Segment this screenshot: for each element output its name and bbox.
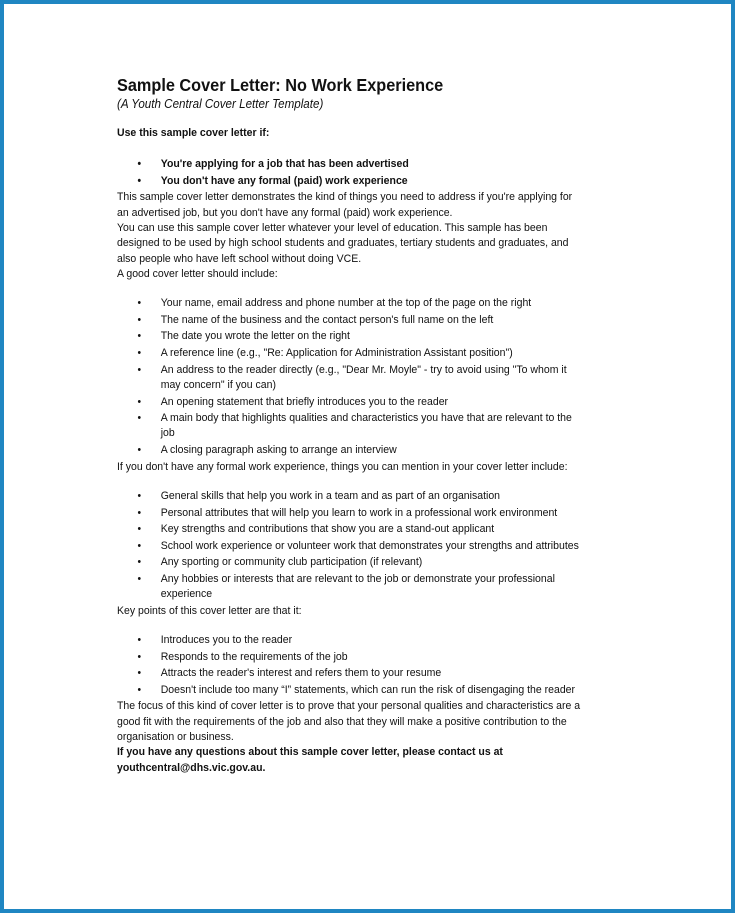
document-title: Sample Cover Letter: No Work Experience: [117, 75, 444, 95]
key-points-list: [117, 633, 587, 698]
paragraph-focus: The focus of this kind of cover letter is to prove that your personal qualities and characteristics are a good fit with the requirements of the job and also that they will make a positive contribution to the organisation or business.: [117, 700, 581, 744]
list-item-text: A main body that highlights qualities and characteristics you have that are relevant to the job: [160, 412, 572, 440]
list-item: [117, 443, 587, 458]
bullet-icon: •: [137, 174, 142, 187]
list-item: [117, 411, 587, 442]
list-item-text: A reference line (e.g., "Re: Application for Administration Assistant position"): [160, 347, 513, 360]
list-item-text: Personal attributes that will help you learn to work in a professional work environment: [160, 506, 558, 519]
bullet-icon: •: [137, 330, 142, 343]
bullet-icon: •: [137, 650, 142, 663]
list-item-text: Any sporting or community club participation (if relevant): [160, 556, 423, 569]
list-item: [117, 650, 587, 665]
list-item-text: The name of the business and the contact person's full name on the left: [160, 313, 494, 326]
use-if-heading: Use this sample cover letter if:: [117, 127, 270, 139]
bullet-icon: •: [137, 313, 142, 326]
list-item: [117, 313, 587, 328]
bullet-icon: •: [137, 523, 142, 536]
document-subtitle: (A Youth Central Cover Letter Template): [117, 97, 324, 111]
bullet-icon: •: [137, 489, 142, 502]
include-heading: A good cover letter should include:: [117, 267, 278, 280]
list-item-text: Key strengths and contributions that show you are a stand-out applicant: [160, 523, 495, 536]
list-item-text: A closing paragraph asking to arrange an interview: [160, 444, 397, 457]
bullet-icon: •: [137, 297, 142, 310]
list-item-text: Doesn't include too many “I” statements, which can run the risk of disengaging the reader: [160, 683, 576, 696]
key-points-heading: Key points of this cover letter are that it:: [117, 604, 302, 617]
list-item: [117, 555, 587, 570]
bullet-icon: •: [137, 347, 142, 360]
list-item: [117, 633, 587, 648]
list-item: [117, 539, 587, 554]
list-item: [117, 666, 587, 681]
list-item: [117, 174, 587, 189]
list-item: [117, 296, 587, 311]
bullet-icon: •: [137, 683, 142, 696]
list-item-text: Attracts the reader's interest and refers them to your resume: [160, 667, 442, 680]
document-body: [117, 74, 587, 776]
list-item-text: The date you wrote the letter on the right: [160, 330, 350, 343]
mention-list: [117, 489, 587, 603]
list-item: [117, 506, 587, 521]
bullet-icon: •: [137, 395, 142, 408]
list-item: [117, 572, 587, 603]
bullet-icon: •: [137, 539, 142, 552]
bullet-icon: •: [137, 444, 142, 457]
mention-heading: If you don't have any formal work experience, things you can mention in your cover letter include:: [117, 460, 568, 473]
bullet-icon: •: [137, 363, 142, 376]
list-item-text: General skills that help you work in a team and as part of an organisation: [160, 489, 501, 502]
list-item-text: An address to the reader directly (e.g., "Dear Mr. Moyle" - try to avoid using "To whom it may concern" if you can): [160, 363, 567, 391]
list-item-text: Introduces you to the reader: [160, 634, 293, 647]
list-item: [117, 329, 587, 344]
include-list: [117, 296, 587, 458]
list-item: [117, 683, 587, 698]
list-item: [117, 346, 587, 361]
list-item: [117, 363, 587, 394]
use-if-list: [117, 157, 587, 189]
paragraph-demonstrates: This sample cover letter demonstrates the kind of things you need to address if you're applying for an advertised job, but you don't have any formal (paid) work experience.: [117, 191, 573, 219]
list-item: [117, 395, 587, 410]
bullet-icon: •: [137, 556, 142, 569]
list-item: [117, 522, 587, 537]
bullet-icon: •: [137, 572, 142, 585]
paragraph-education: You can use this sample cover letter whatever your level of education. This sample has been designed to be used by high school students and graduates, tertiary students and graduates, and also people who have left school without doing VCE.: [117, 222, 569, 265]
list-item-text: You're applying for a job that has been advertised: [160, 158, 409, 171]
bullet-icon: •: [137, 412, 142, 425]
list-item-text: Any hobbies or interests that are relevant to the job or demonstrate your professional experience: [160, 572, 555, 601]
list-item-text: School work experience or volunteer work that demonstrates your strengths and attributes: [160, 539, 579, 552]
list-item-text: You don't have any formal (paid) work experience: [160, 174, 408, 187]
list-item: [117, 489, 587, 504]
list-item: [117, 157, 587, 172]
list-item-text: Responds to the requirements of the job: [160, 650, 348, 663]
bullet-icon: •: [137, 506, 142, 519]
list-item-text: Your name, email address and phone number at the top of the page on the right: [160, 297, 532, 310]
closing-contact: If you have any questions about this sample cover letter, please contact us at youthcentral@dhs.vic.gov.au.: [117, 746, 503, 774]
list-item-text: An opening statement that briefly introduces you to the reader: [160, 395, 449, 408]
bullet-icon: •: [137, 158, 142, 171]
bullet-icon: •: [137, 667, 142, 680]
bullet-icon: •: [137, 634, 142, 647]
